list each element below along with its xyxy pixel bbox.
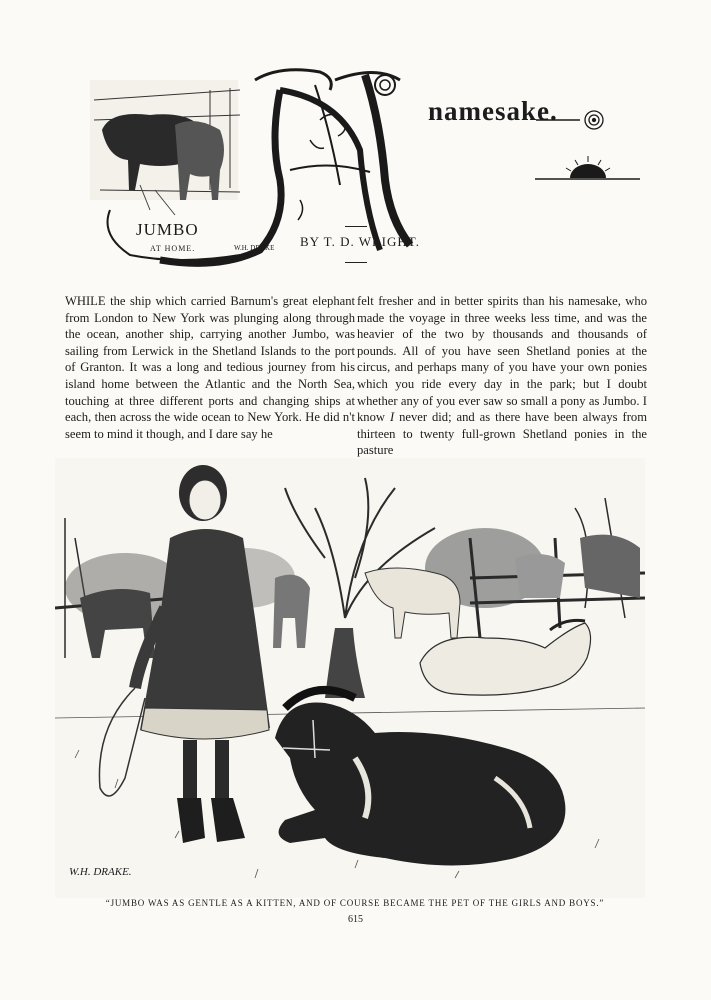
right-column-text-part1: felt fresher and in better spirits than his namesake, who made the voyage in three weeks less time, and was the heavier of the two by thousands and thousands of pounds. All of you have seen Shetland ponies at the circus, and perhaps many of you have your own ponies which you ride every day in the park; but I doubt whether any of you ever saw so small a pony as Jumbo. I know — [357, 294, 647, 425]
lead-word: WHILE — [65, 294, 106, 308]
main-illustration — [55, 458, 645, 898]
headpiece-sketch — [90, 80, 240, 215]
body-column-left — [65, 293, 355, 442]
page-number: 615 — [348, 914, 363, 925]
byline-rule-top — [345, 226, 367, 227]
article-title: namesake. — [428, 96, 558, 126]
right-column-italic: I — [389, 410, 395, 425]
spiral-ornament-icon — [585, 111, 603, 129]
left-column-text: the ship which carried Barnum's great elephant from London to New York was plunging along through the ocean, another ship, carrying another Jumbo, was sailing from Lerwick in the Shetland Islands to the port of Granton. It was a long and tedious journey from his island home between the Atlantic and the North Sea, touching at three different ports and changing ships at each, then across the wide ocean to New York. He did n't seem to mind it though, and I dare say he — [65, 294, 355, 441]
headpiece-subcaption: AT HOME. — [150, 244, 196, 253]
byline: BY T. D. WRIGHT. — [300, 234, 420, 249]
headpiece-signature: W.H. DRAKE — [234, 244, 275, 252]
sun-ornament-icon — [535, 156, 640, 179]
illustration-signature: W.H. DRAKE. — [69, 866, 132, 878]
byline-rule-bottom — [345, 262, 367, 263]
headpiece-caption: JUMBO — [136, 220, 199, 239]
right-column-text-part2: never did; and as there have been always from thirteen to twenty full-grown Shetland ponies in the pasture — [357, 410, 647, 458]
body-column-right — [357, 293, 647, 459]
illustration-caption: “JUMBO WAS AS GENTLE AS A KITTEN, AND OF COURSE BECAME THE PET OF THE GIRLS AND BOYS.” — [105, 898, 605, 908]
